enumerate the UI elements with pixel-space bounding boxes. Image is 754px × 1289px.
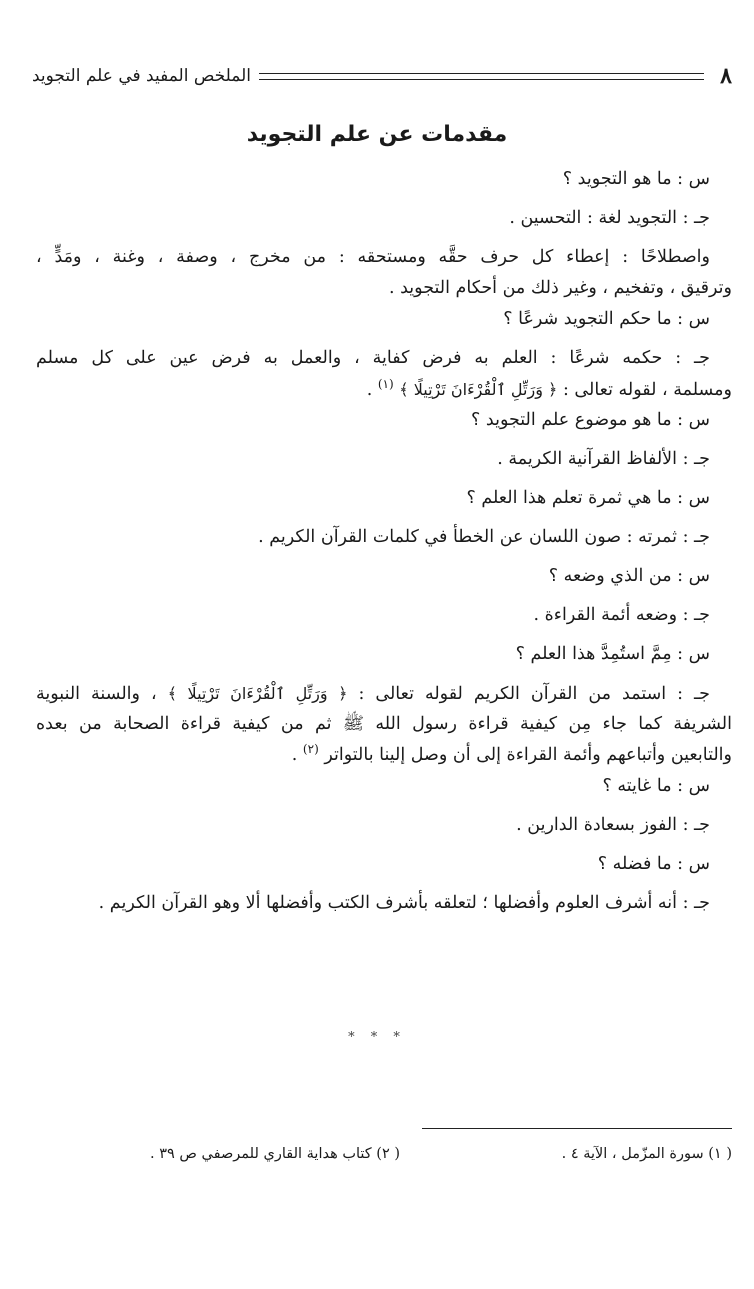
page-header [32,58,732,94]
question-line: س : ما حكم التجويد شرعًا ؟ [503,309,710,329]
answer-line [36,678,732,709]
answer-line: جـ : أنه أشرف العلوم وأفضلها ؛ لتعلقه بأشرف الكتب وأفضلها ألا وهو القرآن الكريم . [98,893,710,913]
question-line: س : ما غايته ؟ [602,776,710,796]
question-line: س : ما هي ثمرة تعلم هذا العلم ؟ [466,488,710,508]
question-line: س : ما فضله ؟ [597,854,710,874]
paragraph-line: وترقيق ، وتفخيم ، وغير ذلك من أحكام التجويد . [388,278,732,298]
footnote-2: ( ٢) كتاب هداية القاري للمرصفي ص ٣٩ . [150,1146,401,1162]
text-span: . [291,745,298,765]
answer-line: جـ : وضعه أئمة القراءة . [533,605,710,625]
footnote-marker: (٢) [302,742,319,757]
answer-line: جـ : التجويد لغة : التحسين . [509,208,710,228]
quran-verse: ﴿ وَرَتِّلِ ٱلْقُرْءَانَ تَرْتِيلًا ﴾ [399,380,558,399]
text-span: والتابعين وأتباعهم وأئمة القراءة إلى أن وصل إلينا بالتواتر [324,745,732,765]
body-text [36,164,732,919]
text-span: جـ : استمد من القرآن الكريم لقوله تعالى : [358,684,710,704]
header-rule [259,73,704,80]
question-line: س : من الذي وضعه ؟ [548,566,710,586]
answer-line: جـ : حكمه شرعًا : العلم به فرض كفاية ، والعمل به فرض عين على كل مسلم [36,348,710,368]
answer-line: جـ : الألفاظ القرآنية الكريمة . [497,449,710,469]
text-span: ، والسنة النبوية [36,684,157,704]
paragraph-line: الشريفة كما جاء مِن كيفية قراءة رسول الله ﷺ ثم من كيفية قراءة الصحابة من بعده [36,714,732,734]
section-title: مقدمات عن علم التجويد [246,122,508,147]
answer-line: جـ : الفوز بسعادة الدارين . [516,815,710,835]
paragraph-line [36,374,732,405]
text-span: . [366,380,373,400]
answer-line: جـ : ثمرته : صون اللسان عن الخطأ في كلمات القرآن الكريم . [258,527,710,547]
text-span: ومسلمة ، لقوله تعالى : [562,380,732,400]
footnotes [150,1146,732,1162]
section-separator: * * * [348,1030,406,1045]
quran-verse: ﴿ وَرَتِّلِ ٱلْقُرْءَانَ تَرْتِيلًا ﴾ [167,684,348,703]
paragraph-line: واصطلاحًا : إعطاء كل حرف حقَّه ومستحقه : من مخرج ، وصفة ، وغنة ، ومَدٍّ ، [36,247,710,267]
question-line: س : مِمَّ استُمِدَّ هذا العلم ؟ [515,644,710,664]
footnote-rule [422,1128,732,1129]
question-line: س : ما هو موضوع علم التجويد ؟ [471,410,710,430]
paragraph-line [36,740,732,771]
running-title: الملخص المفيد في علم التجويد [32,65,251,86]
page-number: ٨ [720,63,732,89]
footnote-marker: (١) [377,377,394,392]
question-line: س : ما هو التجويد ؟ [562,169,710,189]
footnote-1: ( ١) سورة المزّمل ، الآية ٤ . [561,1146,732,1162]
